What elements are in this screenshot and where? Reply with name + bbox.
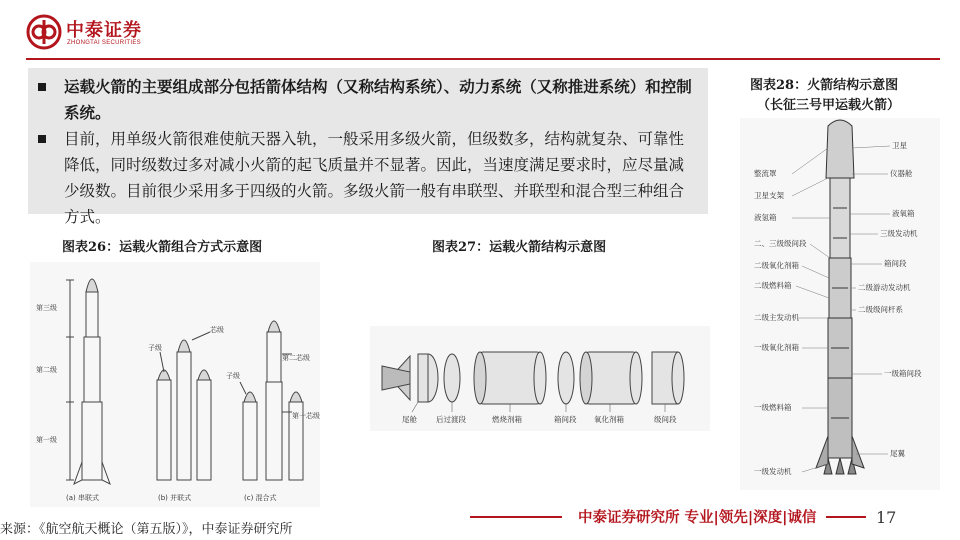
company-logo — [26, 14, 156, 50]
footer-divider — [470, 516, 562, 518]
logo-text-en: ZHONGTAI SECURITIES — [67, 40, 141, 46]
left-label: 卫星支架 — [754, 191, 784, 200]
summary-box — [28, 68, 708, 226]
header-divider — [26, 58, 940, 60]
component-label: 尾舱 — [402, 415, 417, 424]
stage-label: 第三级 — [36, 304, 57, 312]
right-label: 仪器舱 — [890, 169, 913, 178]
bullet-point — [38, 74, 698, 126]
left-label: 整流罩 — [754, 169, 777, 178]
component-label: 子级 — [226, 372, 240, 380]
left-label: 液氢箱 — [754, 213, 777, 222]
component-label: 后过渡段 — [436, 415, 466, 424]
footer-tagline: 中泰证券研究所 专业|领先|深度|诚信 — [578, 510, 817, 526]
bullet-text: 运载火箭的主要组成部分包括箭体结构（又称结构系统）、动力系统（又称推进系统）和控制系统。 — [64, 77, 692, 122]
left-label: 二级氧化剂箱 — [754, 261, 799, 270]
left-label: 二、三级级间段 — [754, 239, 807, 248]
component-label: 箱间段 — [554, 415, 577, 424]
component-label: 第二芯级 — [282, 354, 310, 362]
component-label: 燃烧剂箱 — [492, 415, 522, 424]
figure-27-caption: 图表27：运载火箭结构示意图 — [432, 240, 607, 255]
sub-caption: (c) 混合式 — [244, 494, 277, 502]
right-label: 卫星 — [892, 141, 907, 150]
page-number: 17 — [876, 508, 897, 527]
right-label: 三级发动机 — [880, 229, 918, 238]
right-label: 尾翼 — [890, 449, 905, 458]
logo-text-cn: 中泰证券 — [66, 20, 142, 41]
stage-label: 第一级 — [36, 436, 57, 444]
source-note: 来源：《航空航天概论（第五版）》，中泰证券研究所 — [0, 522, 293, 537]
figure-28-diagram — [740, 118, 940, 490]
left-label: 一级氧化剂箱 — [754, 343, 799, 352]
right-label: 二级游动发动机 — [858, 283, 911, 292]
right-label: 一级箱间段 — [884, 369, 922, 378]
bullet-point — [38, 126, 698, 230]
sub-caption: (b) 并联式 — [158, 494, 192, 502]
logo-mark-icon — [26, 14, 62, 50]
left-label: 二级燃料箱 — [754, 281, 792, 290]
right-label: 二级级间杆系 — [858, 305, 903, 314]
figure-28-caption: 图表28：火箭结构示意图 — [750, 78, 899, 93]
footer-divider — [826, 516, 866, 518]
component-label: 子级 — [148, 344, 162, 352]
left-label: 一级发动机 — [754, 467, 792, 476]
figure-27-diagram — [370, 326, 710, 431]
bullet-square-icon — [38, 135, 46, 143]
left-label: 二级主发动机 — [754, 313, 799, 322]
sub-caption: (a) 串联式 — [66, 494, 99, 502]
bullet-square-icon — [38, 83, 46, 91]
right-label: 液氧箱 — [892, 209, 915, 218]
figure-26-caption: 图表26：运载火箭组合方式示意图 — [62, 240, 263, 255]
component-label: 级间段 — [654, 415, 677, 424]
figure-26-diagram — [30, 262, 320, 507]
component-label: 氧化剂箱 — [594, 415, 624, 424]
component-label: 芯级 — [210, 326, 224, 334]
right-label: 箱间段 — [884, 259, 907, 268]
figure-28-caption-subtitle: （长征三号甲运载火箭） — [757, 98, 901, 113]
stage-label: 第二级 — [36, 366, 57, 374]
bullet-text: 目前，用单级火箭很难使航天器入轨，一般采用多级火箭，但级数多，结构就复杂、可靠性降低，同时级数过多对减小火箭的起飞质量并不显著。因此，当速度满足要求时，应尽量减少级数。目前很少采用多于四级的火箭。多级火箭一般有串联型、并联型和混合型三种组合方式。 — [64, 130, 685, 226]
component-label: 第一芯级 — [292, 412, 320, 420]
left-label: 一级燃料箱 — [754, 403, 792, 412]
